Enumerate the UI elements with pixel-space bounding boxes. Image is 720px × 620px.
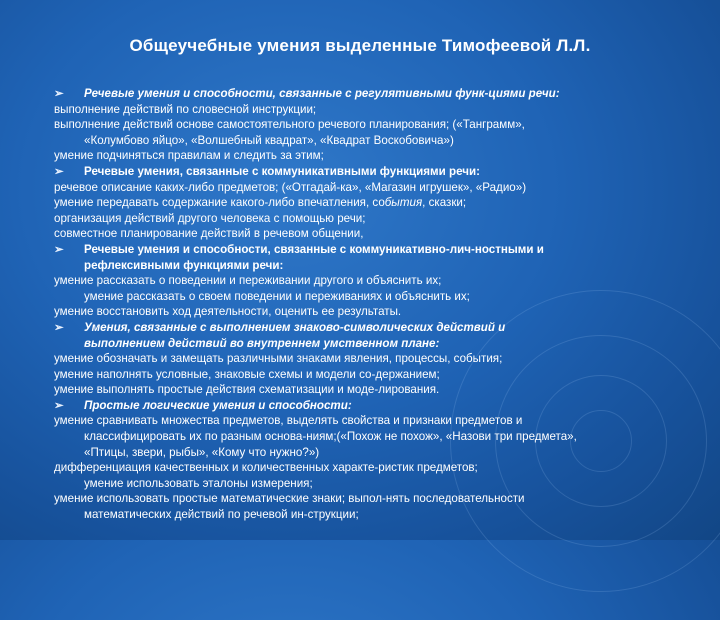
list-item: умение рассказать о своем поведении и переживаниях и объяснить их; xyxy=(84,289,470,303)
list-item: умение использовать эталоны измерения; xyxy=(84,476,313,490)
bullet-heading-symbolic xyxy=(54,320,694,336)
list-item: умение обозначать и замещать различными знаками явления, процессы, события; xyxy=(54,352,503,366)
list-item: умение наполнять условные, знаковые схемы и модели со-держанием; xyxy=(54,367,440,381)
list-item: дифференциация качественных и количественных характе-ристик предметов; xyxy=(54,461,478,475)
bullet-heading-personal-reflexive xyxy=(54,242,694,258)
list-item-text: , сказки; xyxy=(422,196,467,210)
list-item-continuation: «Птицы, звери, рыбы», «Кому что нужно?») xyxy=(84,445,320,459)
bullet-heading-communicative xyxy=(54,164,694,180)
list-item: выполнение действий основе самостоятельного речевого планирования; («Танграмм», xyxy=(54,118,525,132)
list-item-continuation: классифицировать их по разным основа-ниям;(«Похож не похож», «Назови три предмета», xyxy=(84,430,577,444)
arrow-bullet-icon: ➢ xyxy=(54,87,64,100)
bullet-text: Простые логические умения и способности: xyxy=(84,398,352,412)
list-item: умение использовать простые математические знаки; выпол-нять последовательности xyxy=(54,492,525,506)
bullet-heading-continuation: выполнением действий во внутреннем умственном плане: xyxy=(84,336,440,350)
bullet-text: Речевые умения и способности, связанные с коммуникативно-лич-ностными и xyxy=(84,242,544,256)
bullet-text: Речевые умения и способности, связанные с регулятивными функ-циями речи: xyxy=(84,87,560,100)
list-item-text-italic: бытия xyxy=(384,196,423,210)
list-item: умение рассказать о поведении и переживании другого и объяснить их; xyxy=(54,274,442,288)
list-item: речевое описание каких-либо предметов; («Отгадай-ка», «Магазин игрушек», «Радио») xyxy=(54,180,527,194)
list-item: умение восстановить ход деятельности, оценить ее результаты. xyxy=(54,305,402,319)
list-item xyxy=(54,195,694,211)
arrow-bullet-icon: ➢ xyxy=(54,320,64,334)
bullet-heading-regulative xyxy=(54,86,694,102)
list-item-text: умение передавать содержание какого-либо впечатления, со xyxy=(54,196,385,210)
list-item: организация действий другого человека с помощью речи; xyxy=(54,211,366,225)
list-item: совместное планирование действий в речевом общении, xyxy=(54,227,364,241)
slide-content xyxy=(54,86,694,523)
arrow-bullet-icon: ➢ xyxy=(54,398,64,412)
arrow-bullet-icon: ➢ xyxy=(54,164,64,178)
slide-title: Общеучебные умения выделенные Тимофеевой Л.Л. xyxy=(129,36,591,55)
arrow-bullet-icon: ➢ xyxy=(54,242,64,256)
list-item-continuation: «Колумбово яйцо», «Волшебный квадрат», «Квадрат Воскобовича») xyxy=(84,133,454,147)
list-item: умение выполнять простые действия схематизации и моде-лирования. xyxy=(54,383,440,397)
list-item: умение сравнивать множества предметов, выделять свойства и признаки предметов и xyxy=(54,414,523,428)
list-item-continuation: математических действий по речевой ин-струкции; xyxy=(84,508,359,522)
list-item: выполнение действий по словесной инструкции; xyxy=(54,102,317,116)
list-item: умение подчиняться правилам и следить за этим; xyxy=(54,149,324,163)
bullet-text: Речевые умения, связанные с коммуникативными функциями речи: xyxy=(84,164,480,178)
bullet-heading-logical xyxy=(54,398,694,414)
bullet-heading-continuation: рефлексивными функциями речи: xyxy=(84,258,284,272)
bullet-text: Умения, связанные с выполнением знаково-символических действий и xyxy=(84,320,506,334)
